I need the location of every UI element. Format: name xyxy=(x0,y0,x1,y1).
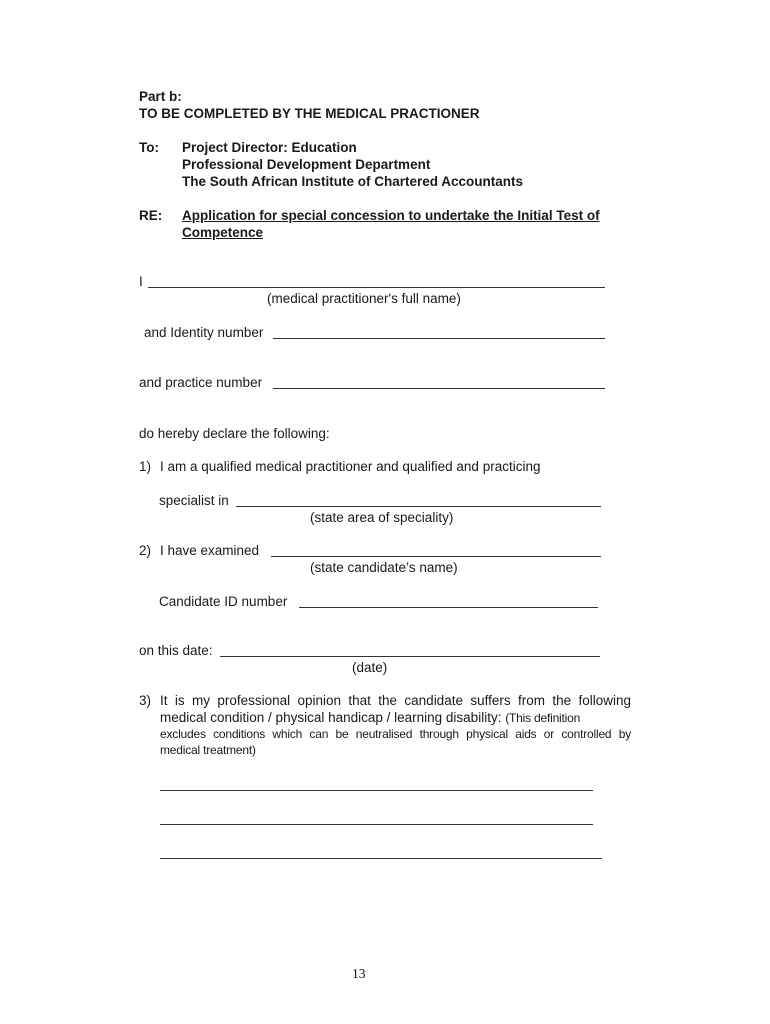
specialist-label: specialist in xyxy=(159,493,229,508)
date-caption: (date) xyxy=(352,660,388,675)
to-label: To: xyxy=(139,140,159,155)
candidate-id-field[interactable] xyxy=(299,607,598,608)
specialist-field[interactable] xyxy=(236,506,601,507)
full-name-field[interactable] xyxy=(148,287,605,288)
re-label: RE: xyxy=(139,208,163,223)
full-name-caption: (medical practitioner's full name) xyxy=(267,291,461,306)
item-3-line-3: excludes conditions which can be neutralised through physical aids or controlled by xyxy=(160,727,631,741)
condition-answer-line-3[interactable] xyxy=(160,858,602,859)
item-3-line-2 xyxy=(160,709,580,727)
part-label: Part b: xyxy=(139,89,182,104)
date-field[interactable] xyxy=(220,656,600,657)
identity-number-field[interactable] xyxy=(273,338,605,339)
candidate-name-caption: (state candidate’s name) xyxy=(310,560,458,575)
addressee-line-2: Professional Development Department xyxy=(182,157,431,172)
condition-answer-line-2[interactable] xyxy=(160,824,593,825)
addressee-line-1: Project Director: Education xyxy=(182,140,357,155)
date-label: on this date: xyxy=(139,643,213,658)
examined-label: I have examined xyxy=(160,543,260,558)
addressee-line-3: The South African Institute of Chartered Accountants xyxy=(182,174,524,189)
subject-line-2: Competence xyxy=(182,225,264,240)
candidate-id-label: Candidate ID number xyxy=(159,594,288,609)
item-1-text: I am a qualified medical practitioner and qualified and practicing xyxy=(160,459,541,474)
practice-number-label: and practice number xyxy=(139,375,263,390)
condition-answer-line-1[interactable] xyxy=(160,790,593,791)
item-1-number: 1) xyxy=(139,459,152,474)
item-3-line-2-note: (This definition xyxy=(505,711,581,725)
i-label: I xyxy=(139,274,143,289)
declaration-intro: do hereby declare the following: xyxy=(139,426,330,441)
item-3-line-2-main: medical condition / physical handicap / learning disability: xyxy=(160,710,502,725)
identity-number-label: and Identity number xyxy=(144,325,264,340)
practice-number-field[interactable] xyxy=(273,388,605,389)
form-instruction-heading: TO BE COMPLETED BY THE MEDICAL PRACTIONER xyxy=(139,106,480,121)
item-3-number: 3) xyxy=(139,693,152,708)
page-number: 13 xyxy=(352,966,366,981)
item-3-line-4: medical treatment) xyxy=(160,743,256,757)
subject-line-1: Application for special concession to undertake the Initial Test of xyxy=(182,208,600,223)
specialist-caption: (state area of speciality) xyxy=(310,510,454,525)
candidate-name-field[interactable] xyxy=(271,556,601,557)
item-2-number: 2) xyxy=(139,543,152,558)
item-3-line-1: It is my professional opinion that the candidate suffers from the following xyxy=(160,693,631,708)
